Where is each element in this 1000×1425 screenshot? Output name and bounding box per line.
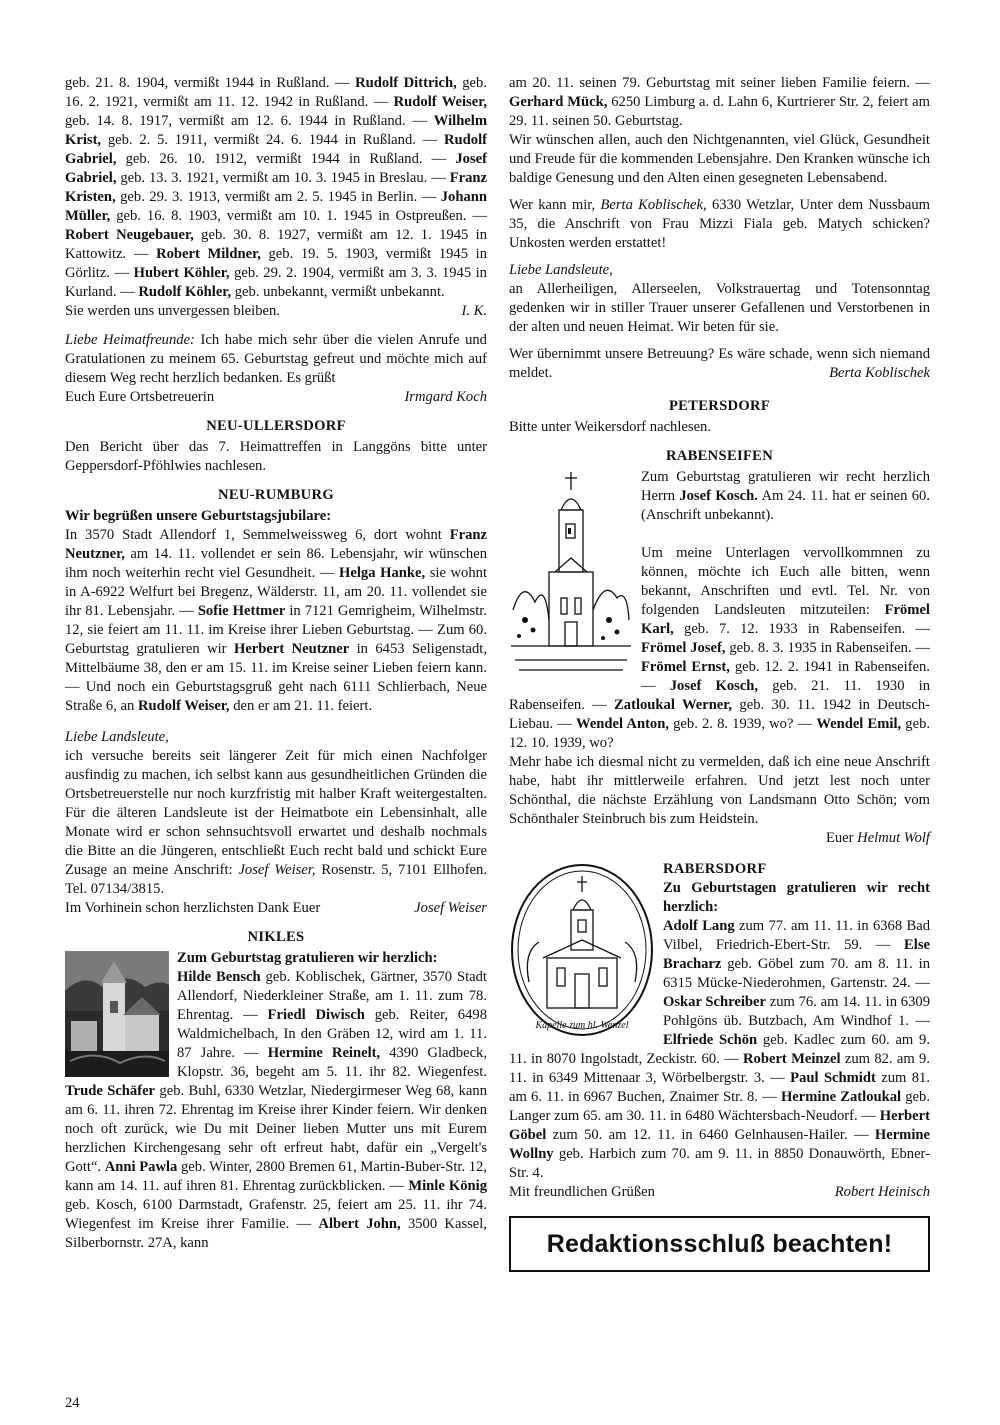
text-run: zum 81. am 6. 11. in 6967 Buchen, Znaimer Str. 8. —: [509, 1070, 930, 1105]
nikles-continued: [509, 74, 930, 131]
person-name: Minle König: [408, 1178, 487, 1194]
rabersdorf-subheading: Zu Geburtstagen gratulieren wir recht herzlich:: [663, 880, 930, 915]
deadline-notice-box: [509, 1216, 930, 1272]
person-name: Josef Kosch,: [669, 678, 759, 694]
landsleute-sign-line: [65, 899, 487, 918]
heimatfreunde-salutation: Liebe Heimatfreunde:: [65, 332, 195, 348]
neu-rumburg-heading: NEU-RUMBURG: [218, 487, 334, 503]
text-run: geb. 7. 12. 1933 in Rabenseifen. —: [673, 621, 930, 637]
rabenseifen-closing: Mehr habe ich diesmal nicht zu vermelden, daß ich eine neue Anschrift habe, habt ihr mittlerweile erfahren. Und jetzt lest noch unter Schönthal, die nächste Erzählung von Landsmann Otto Schön; vom Schönthaler Steinbruch bis zum Heidstein.: [509, 754, 930, 827]
person-name: Else Bracharz: [663, 937, 930, 972]
text-run: geb. 26. 10. 1912, vermißt 1944 in Rußland. —: [116, 151, 456, 167]
text-run: geb. 13. 3. 1921, vermißt am 10. 3. 1945 in Breslau. —: [116, 170, 450, 186]
landsleute-salutation: Liebe Landsleute,: [65, 729, 169, 745]
person-name: Josef Kosch.: [679, 488, 758, 504]
petersdorf-text: Bitte unter Weikersdorf nachlesen.: [509, 419, 711, 435]
missing-persons-list: [65, 74, 487, 302]
rabenseifen-church-drawing: [509, 470, 633, 678]
person-name: Franz Kristen,: [65, 170, 487, 205]
text-run: geb. Göbel zum 70. am 8. 11. in 6315 Mücke-Niederohmen, Gartenstr. 24. —: [663, 956, 930, 991]
person-name: Wendel Anton,: [576, 716, 669, 732]
person-name: Albert John,: [318, 1216, 401, 1232]
text-run: geb. Reiter, 6498 Waldmichelbach, In den Gräben 12, wird am 1. 11. 87 Jahre. —: [177, 1007, 487, 1061]
text-run: 3500 Kassel, Silberbornstr. 27A, kann: [65, 1216, 487, 1251]
text-run: geb. 29. 2. 1904, vermißt am 3. 3. 1945 in Kurland. —: [65, 265, 487, 300]
landsleute-text: ich versuche bereits seit längerer Zeit für mich einen Nachfolger ausfindig zu machen, ich selbst kann aus gesundheitlichen Gründen die Ortsbetreuerstelle nur noch kurzfristig mit halber Kraft weitergestalten. Für die älteren Landsleute ist der Heimatbote ein Lebensinhalt, alle Monate wird er schon sehnsuchtsvoll erwartet und deshalb nochmals die Bitte an die Jüngeren, entschließt Euch recht bald und schickt Eure Zusage an meine Anschrift: Josef Weiser, Rosenstr. 5, 7101 Ellhofen. Tel. 07134/3815.: [65, 748, 487, 897]
text-run: in 6453 Seligenstadt, Mittelbäume 38, den er am 15. 11. im Kreise seiner Lieben feiern kann. — Und noch ein Geburtstagsgruß geht nach 6111 Schlierbach, Neue Straße 6, an: [65, 641, 487, 714]
person-name: Hilde Bensch: [177, 969, 261, 985]
text-run: geb. 12. 10. 1939, wo?: [509, 716, 931, 751]
person-name: Hermine Reinelt,: [267, 1045, 381, 1061]
person-name: Hermine Wollny: [509, 1127, 930, 1162]
text-run: am 14. 11. vollendet er sein 86. Lebensjahr, wir wünschen ihm noch weiterhin recht viel Gesundheit. —: [65, 546, 487, 581]
text-run: geb. 8. 3. 1935 in Rabenseifen. —: [725, 640, 930, 656]
text-run: geb. Koblischek, Gärtner, 3570 Stadt Allendorf, Niederkleiner Straße, am 1. 11. zum 78. Ehrentag. —: [177, 969, 487, 1023]
landsleute-signature: Josef Weiser: [414, 900, 487, 916]
rabersdorf-section: [509, 860, 930, 1183]
person-name: Rudolf Gabriel,: [65, 132, 487, 167]
page-number: 24: [65, 1395, 80, 1411]
unvergessen-text: Sie werden uns unvergessen bleiben.: [65, 303, 280, 319]
landsleute-name: Josef Weiser,: [238, 862, 316, 878]
person-name: Franz Neutzner,: [65, 527, 487, 562]
person-name: Frömel Josef,: [641, 640, 726, 656]
request-name: Berta Koblischek,: [600, 197, 707, 213]
neu-rumburg-subheading: Wir begrüßen unsere Geburtstagsjubilare:: [65, 508, 332, 524]
text-run: Um meine Unterlagen vervollkommnen zu können, möchte ich Euch alle bitten, wenn bekannt, Anschriften und evtl. Tel. Nr. von folgenden Landsleuten mitzuteilen:: [641, 545, 930, 618]
rabenseifen-section: [509, 468, 930, 753]
text-run: zum 50. am 12. 11. in 6460 Gelnhausen-Hailer. —: [546, 1127, 875, 1143]
person-name: Hubert Köhler,: [133, 265, 230, 281]
text-run: geb. Kosch, 6100 Darmstadt, Grafenstr. 25, feiert am 25. 11. ihr 74. Wiegenfest im Kreise ihrer Familie. —: [65, 1197, 487, 1232]
text-run: den er am 21. 11. feiert.: [229, 698, 373, 714]
heimatfreunde-signature: Irmgard Koch: [404, 389, 487, 405]
person-name: Robert Meinzel: [743, 1051, 841, 1067]
text-run: geb. 2. 5. 1911, vermißt 24. 6. 1944 in Rußland. —: [101, 132, 445, 148]
text-run: geb. unbekannt, vermißt unbekannt.: [231, 284, 445, 300]
person-name: Adolf Lang: [663, 918, 735, 934]
rabersdorf-chapel-emblem: [509, 862, 655, 1038]
person-name: Helga Hanke,: [339, 565, 426, 581]
nikles-section: [65, 949, 487, 1253]
nikles-heading: NIKLES: [247, 929, 305, 945]
rabersdorf-signature: Robert Heinisch: [834, 1184, 930, 1200]
neu-rumburg-birthdays: [65, 526, 487, 716]
person-name: Rudolf Köhler,: [138, 284, 232, 300]
text-run: geb. 30. 8. 1927, vermißt am 12. 1. 1945 in Kattowitz. —: [65, 227, 487, 262]
text-run: sie wohnt in A-6922 Welfurt bei Bregenz, Wälderstr. 11, am 20. 11. vollendet sie ihr 81. Lebensjahr. —: [65, 565, 487, 619]
chapel-inscription: Kapelle zum hl. Wenzel: [535, 1020, 629, 1031]
person-name: Wendel Emil,: [816, 716, 902, 732]
nikles-subheading: Zum Geburtstag gratulieren wir herzlich:: [177, 950, 438, 966]
heimatfreunde-paragraph: [65, 331, 487, 388]
rabenseifen-sign-line: Euer Helmut Wolf: [825, 830, 930, 846]
neu-ullersdorf-heading: NEU-ULLERSDORF: [206, 418, 346, 434]
person-name: Herbert Göbel: [509, 1108, 930, 1143]
rabenseifen-heading: RABENSEIFEN: [665, 448, 774, 464]
landsleute-closing: Im Vorhinein schon herzlichsten Dank Euer: [65, 900, 321, 916]
deadline-notice-text: Redaktionsschluß beachten!: [546, 1229, 893, 1258]
person-name: Oskar Schreiber: [663, 994, 766, 1010]
unvergessen-signature: I. K.: [461, 303, 487, 319]
heimatfreunde-sign-line: [65, 388, 487, 407]
person-name: Robert Neugebauer,: [65, 227, 194, 243]
address-request: Wer kann mir, Berta Koblischek, 6330 Wetzlar, Unter dem Nussbaum 35, die Anschrift von Frau Mizzi Fiala geb. Matych schicken? Unkosten werden erstattet!: [509, 197, 930, 251]
text-run: geb. Langer zum 65. am 30. 11. in 6480 Wächtersbach-Neudorf. —: [509, 1089, 930, 1124]
mourning-salutation: Liebe Landsleute,: [509, 262, 613, 278]
text-run: geb. Kadlec zum 60. am 9. 11. in 8070 Ingolstadt, Zeckistr. 60. —: [509, 1032, 930, 1067]
person-name: Gerhard Mück,: [509, 94, 608, 110]
unvergessen-line: [65, 302, 487, 321]
person-name: Frömel Karl,: [641, 602, 930, 637]
person-name: Herbert Neutzner: [233, 641, 350, 657]
text-run: geb. 21. 11. 1930 in Rabenseifen. —: [509, 678, 930, 713]
wishes-paragraph: Wir wünschen allen, auch den Nichtgenannten, viel Glück, Gesundheit und Freude für die kommenden Lebensjahre. Den Kranken wünsche ich baldige Genesung und den Alten einen gesegneten Lebensabend.: [509, 132, 930, 186]
nikles-church-photo: [65, 951, 169, 1077]
text-run: In 3570 Stadt Allendorf 1, Semmelweissweg 6, dort wohnt: [65, 527, 450, 543]
text-run: geb. 29. 3. 1913, vermißt am 2. 5. 1945 in Berlin. —: [115, 189, 441, 205]
text-run: 6250 Limburg a. d. Lahn 6, Kurtrierer Str. 2, feiert am 29. 11. seinen 50. Geburtstag.: [509, 94, 930, 129]
care-signature: Berta Koblischek: [829, 365, 930, 381]
text-run: geb. 16. 2. 1921, vermißt am 11. 12. 1942 in Rußland. —: [65, 75, 487, 110]
text-run: zum 82. am 9. 11. in 6349 Mittenaar 3, Wörbelbergstr. 3. —: [509, 1051, 930, 1086]
mourning-text: an Allerheiligen, Allerseelen, Volkstrauertag und Totensonntag gedenken wir in stiller Trauer unserer Gefallenen und Verstorbenen in der alten und neuen Heimat. Wir beten für sie.: [509, 281, 930, 335]
text-run: Am 24. 11. hat er seinen 60. (Anschrift unbekannt).: [641, 488, 930, 523]
text-run: Zum Geburtstag gratulieren wir recht herzlich Herrn: [641, 469, 930, 504]
person-name: Sofie Hettmer: [197, 603, 286, 619]
person-name: Friedl Diwisch: [267, 1007, 365, 1023]
text-run: geb. 19. 5. 1903, vermißt 1945 in Görlitz. —: [65, 246, 488, 281]
text-run: zum 76. am 14. 11. in 6309 Pohlgöns üb. Butzbach, Am Windhof 1. —: [663, 994, 930, 1029]
person-name: Paul Schmidt: [790, 1070, 876, 1086]
person-name: Elfriede Schön: [663, 1032, 758, 1048]
person-name: Rudolf Weiser,: [393, 94, 487, 110]
right-column: [509, 74, 930, 1272]
person-name: Wilhelm Krist,: [65, 113, 487, 148]
text-run: zum 77. am 11. 11. in 6368 Bad Vilbel, Friedrich-Ebert-Str. 59. —: [663, 918, 930, 953]
text-run: geb. 14. 8. 1917, vermißt am 12. 6. 1944 in Rußland. —: [65, 113, 434, 129]
petersdorf-heading: PETERSDORF: [668, 398, 771, 414]
person-name: Hermine Zatloukal: [780, 1089, 902, 1105]
landsleute-address: Rosenstr. 5, 7101 Ellhofen. Tel. 07134/3815.: [65, 862, 487, 897]
person-name: Robert Mildner,: [156, 246, 261, 262]
person-name: Josef Gabriel,: [65, 151, 487, 186]
person-name: Trude Schäfer: [65, 1083, 156, 1099]
left-column: [65, 74, 487, 1253]
text-run: geb. 16. 8. 1903, vermißt am 10. 1. 1945 in Ostpreußen. —: [110, 208, 487, 224]
rabersdorf-heading: RABERSDORF: [663, 861, 767, 877]
heimatfreunde-closing: Euch Eure Ortsbetreuerin: [65, 389, 215, 405]
text-run: geb. 30. 11. 1942 in Deutsch-Liebau. —: [509, 697, 930, 732]
text-run: 4390 Gladbeck, Klopstr. 36, begeht am 5. 11. ihr 82. Wiegenfest.: [177, 1045, 487, 1080]
rabersdorf-sign-line: [509, 1183, 930, 1202]
neu-ullersdorf-text: Den Bericht über das 7. Heimattreffen in Langgöns bitte unter Geppersdorf-Pföhlwies nachlesen.: [65, 439, 487, 474]
text-run: geb. Buhl, 6330 Wetzlar, Niedergirmeser Weg 68, kann am 6. 11. ihren 72. Ehrentag im Kreise ihrer Kinder feiern. Wir denken noch oft zurück, wie Du mit Deiner lieben Mutter uns mit Eurem herzlichen Kirchengesang sehr oft erfreut habt, dafür ein „Vergelt's Gott“.: [65, 1083, 488, 1175]
rabersdorf-closing: Mit freundlichen Grüßen: [509, 1184, 655, 1200]
care-text: Wer übernimmt unsere Betreuung? Es wäre schade, wenn sich niemand meldet.: [509, 346, 930, 381]
person-name: Frömel Ernst,: [641, 659, 730, 675]
heimatfreunde-text: Ich habe mich sehr über die vielen Anrufe und Gratulationen zu meinem 65. Geburtstag gefreut und möchte mich auf diesem Weg recht herzlich bedanken. Es grüßt: [65, 332, 487, 386]
text-run: geb. 12. 2. 1941 in Rabenseifen. —: [641, 659, 930, 694]
text-run: geb. 2. 8. 1939, wo? —: [669, 716, 817, 732]
text-run: geb. Winter, 2800 Bremen 61, Martin-Buber-Str. 12, kann am 14. 11. auf ihren 81. Ehrentag zurückblicken. —: [65, 1159, 487, 1194]
person-name: Johann Müller,: [65, 189, 487, 224]
text-run: geb. Harbich zum 70. am 9. 11. in 8850 Donauwörth, Ebner-Str. 4.: [509, 1146, 930, 1181]
person-name: Anni Pawla: [104, 1159, 178, 1175]
text-run: geb. 21. 8. 1904, vermißt 1944 in Rußland. —: [65, 75, 356, 91]
person-name: Rudolf Weiser,: [137, 698, 230, 714]
person-name: Rudolf Dittrich,: [355, 75, 457, 91]
rabenseifen-signature: Helmut Wolf: [857, 830, 930, 846]
text-run: in 7121 Gemrigheim, Wilhelmstr. 12, sie feiert am 11. 11. im Kreise ihrer Lieben Geburtstag. — Zum 60. Geburtstag gratulieren wir: [65, 603, 487, 657]
text-run: am 20. 11. seinen 79. Geburtstag mit seiner lieben Familie feiern. —: [509, 75, 930, 91]
person-name: Zatloukal Werner,: [614, 697, 733, 713]
